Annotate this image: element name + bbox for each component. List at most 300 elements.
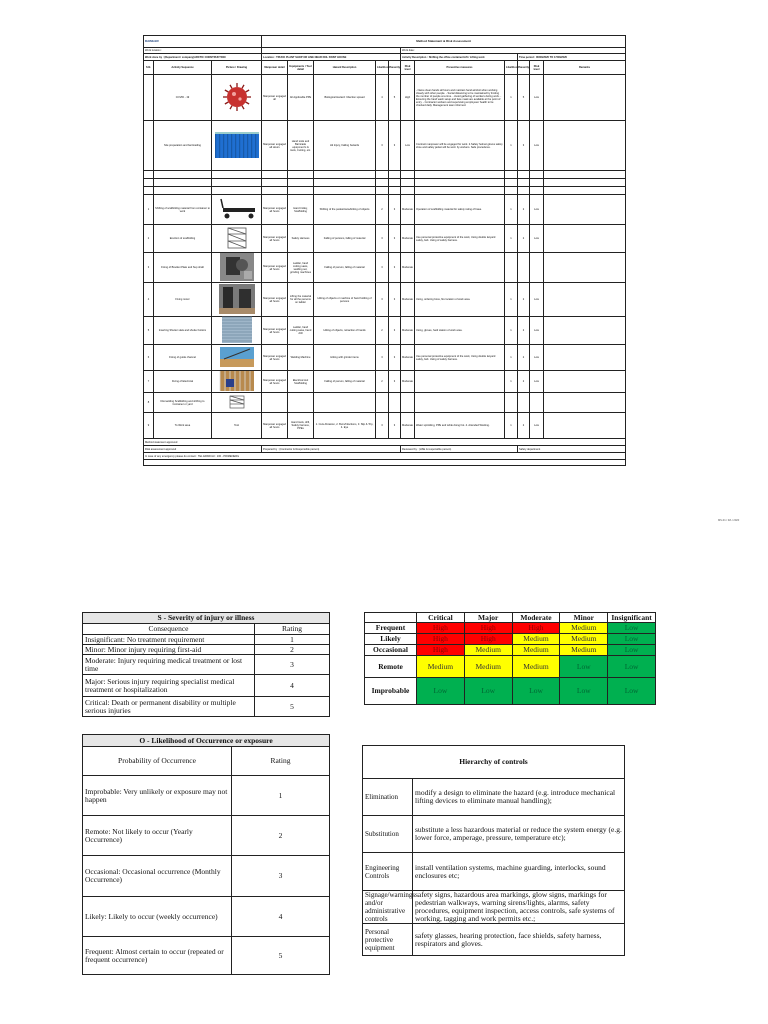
hierarchy-control: Substitution (363, 816, 413, 853)
row-hazard (314, 179, 376, 187)
sheet-col-header: Remarks (544, 61, 626, 75)
blank-footer-cell (144, 460, 626, 466)
row-likelihood-before (376, 393, 389, 413)
row-picture (212, 283, 262, 317)
row-hazard: Falling of persons, falling of material (314, 225, 376, 253)
row-manpower (262, 179, 288, 187)
row-activity: COVID - 19 (154, 75, 212, 121)
row-likelihood-after: 1 (505, 413, 518, 439)
risk-assessment-approved: Risk assessment approved (144, 446, 262, 453)
row-activity (154, 171, 212, 179)
row-equipment: All Applicable PPE (288, 75, 314, 121)
risk-row-label: Frequent (365, 623, 417, 634)
row-activity: Site preparation and barricading (154, 121, 212, 171)
severity-row (83, 697, 330, 717)
row-severity-before: 3 (389, 121, 401, 171)
reviewed-by: Reviewed by : (HSE & responsible person) (401, 446, 518, 453)
row-equipment (288, 393, 314, 413)
risk-cell: High (417, 623, 465, 634)
likelihood-row (83, 856, 330, 897)
row-risk-before (401, 171, 415, 179)
row-severity-before: 3 (389, 253, 401, 283)
row-preventive-measures (415, 253, 505, 283)
severity-consequence: Moderate: Injury requiring medical treatment or lost time (83, 655, 255, 675)
row-severity-before: 3 (389, 413, 401, 439)
row-severity-before: 3 (389, 283, 401, 317)
row-picture (212, 393, 262, 413)
hierarchy-title: Hierarchy of controls (363, 746, 625, 779)
row-risk-before: Moderate (401, 413, 415, 439)
row-manpower: Manpower engaged all (262, 75, 288, 121)
row-risk-before (401, 179, 415, 187)
row-sn (144, 121, 154, 171)
sheet-col-header: Activity Sequence (154, 61, 212, 75)
risk-cell: Medium (417, 656, 465, 678)
company-logo-cell (144, 36, 262, 48)
row-severity-before: 5 (389, 75, 401, 121)
row-sn: 6 (144, 345, 154, 371)
company-logo: DAIMLER (145, 39, 159, 43)
risk-cell: Low (608, 645, 656, 656)
likelihood-rating: 1 (232, 776, 330, 816)
row-equipment: Safety Harness (288, 225, 314, 253)
row-risk-after: Low (530, 75, 544, 121)
row-severity-before: 3 (389, 371, 401, 393)
row-picture (212, 121, 262, 171)
likelihood-title: O - Likelihood of Occurrence or exposure (83, 735, 330, 747)
activity-row (144, 171, 626, 179)
virus-picture (213, 82, 260, 113)
severity-rating: 3 (255, 655, 330, 675)
likelihood-probability: Likely: Likely to occur (weekly occurrence) (83, 897, 232, 937)
row-severity-after: 2 (518, 371, 530, 393)
row-likelihood-before: 2 (376, 371, 389, 393)
row-severity-after: 2 (518, 195, 530, 225)
row-likelihood-after (505, 187, 518, 195)
hierarchy-description: install ventilation systems, machine guarding, interlocks, sound enclosures etc; (413, 853, 625, 891)
row-risk-before (401, 187, 415, 195)
activity-description: Activity Description : Shifting the office container/Lift / Lifting work (401, 54, 518, 61)
row-picture (212, 413, 262, 439)
row-remarks (544, 317, 626, 345)
safety-department: Safety department (518, 446, 626, 453)
likelihood-rating: 2 (232, 816, 330, 856)
likelihood-probability: Occasional: Occasional occurrence (Monthly Occurrence) (83, 856, 232, 897)
sheet-header-row (144, 61, 626, 75)
row-preventive-measures: Using, gloves, hard station of work area. (415, 317, 505, 345)
risk-cell: Low (512, 678, 560, 705)
severity-rating: 5 (255, 697, 330, 717)
row-severity-after: 5 (518, 75, 530, 121)
row-likelihood-before: 3 (376, 253, 389, 283)
row-likelihood-before: 3 (376, 413, 389, 439)
row-likelihood-before (376, 187, 389, 195)
risk-cell: High (417, 645, 465, 656)
row-likelihood-after (505, 253, 518, 283)
row-remarks (544, 283, 626, 317)
row-risk-after: Low (530, 317, 544, 345)
risk-corner (365, 613, 417, 623)
sheet-footer-row (144, 439, 626, 446)
row-likelihood-after: 1 (505, 283, 518, 317)
risk-row-label: Improbable (365, 678, 417, 705)
container-picture (213, 130, 260, 161)
method-statement-approved: Method statement approved (144, 439, 626, 446)
activity-row (144, 121, 626, 171)
row-sn (144, 179, 154, 187)
likelihood-rating: 4 (232, 897, 330, 937)
row-picture (212, 187, 262, 195)
row-manpower: Manpower engaged all hours (262, 371, 288, 393)
severity-consequence: Minor: Minor injury requiring first-aid (83, 645, 255, 655)
row-severity-before (389, 179, 401, 187)
row-manpower: Manpower engaged all hours (262, 317, 288, 345)
risk-cell: Low (417, 678, 465, 705)
row-activity: Fixing motor (154, 283, 212, 317)
row-preventive-measures: Contract manpower will be engaged for work. 2.Safety helmet gloves safety shoe and safety jacket will be worn by workers. Safe procedures. (415, 121, 505, 171)
activity-row (144, 371, 626, 393)
row-remarks (544, 253, 626, 283)
trolley-picture (213, 198, 260, 221)
row-picture (212, 75, 262, 121)
likelihood-table (82, 734, 330, 975)
row-remarks (544, 187, 626, 195)
row-remarks (544, 345, 626, 371)
row-equipment: Hand trolley, Scaffolding (288, 195, 314, 225)
row-manpower: Manpower engaged all hours (262, 413, 288, 439)
row-likelihood-before (376, 179, 389, 187)
sheet-col-header: Manpower detail (262, 61, 288, 75)
row-equipment: Lifting the material for all the persons on ladder (288, 283, 314, 317)
row-severity-after: 2 (518, 345, 530, 371)
severity-consequence: Insignificant: No treatment requirement (83, 635, 255, 645)
risk-col-header: Insignificant (608, 613, 656, 623)
row-risk-after: Low (530, 345, 544, 371)
activity-row (144, 179, 626, 187)
row-severity-after (518, 179, 530, 187)
row-severity-after (518, 171, 530, 179)
row-activity: Erection of scaffolding (154, 225, 212, 253)
risk-col-header: Major (464, 613, 512, 623)
risk-cell: Medium (560, 623, 608, 634)
row-remarks (544, 195, 626, 225)
row-picture (212, 317, 262, 345)
risk-col-header: Moderate (512, 613, 560, 623)
row-manpower (262, 171, 288, 179)
row-remarks (544, 413, 626, 439)
row-sn: 9 (144, 413, 154, 439)
row-picture (212, 345, 262, 371)
ms-row-a: Work location : (144, 48, 262, 54)
row-likelihood-before: 4 (376, 75, 389, 121)
row-severity-before (389, 187, 401, 195)
row-manpower: Manpower engaged all hours (262, 345, 288, 371)
row-risk-after: Low (530, 413, 544, 439)
row-equipment: Ladder, hand cutting saws, welding set, grinding machines (288, 253, 314, 283)
risk-cell: Low (608, 634, 656, 645)
risk-cell: High (512, 623, 560, 634)
row-likelihood-after: 1 (505, 317, 518, 345)
likelihood-rating: 3 (232, 856, 330, 897)
row-sn: 2 (144, 225, 154, 253)
risk-cell: Medium (512, 656, 560, 678)
scaffold-picture (213, 227, 260, 250)
row-likelihood-before: 2 (376, 195, 389, 225)
prepared-by: Prepared by : (Contractor & Responsible person) (262, 446, 401, 453)
sheet-footer-row (144, 460, 626, 466)
row-sn: 7 (144, 371, 154, 393)
row-likelihood-after: 1 (505, 225, 518, 253)
risk-row (365, 656, 656, 678)
row-remarks (544, 121, 626, 171)
row-risk-before: High (401, 75, 415, 121)
row-severity-after (518, 393, 530, 413)
emergency-contact: In case of any emergency please do contact : TEL EPARCHI : 100 - PRIMENERG (144, 453, 626, 460)
row-preventive-measures (415, 187, 505, 195)
sheet-table (143, 35, 626, 466)
row-equipment (288, 187, 314, 195)
severity-col-consequence: Consequence (83, 624, 255, 635)
row-severity-before: 3 (389, 345, 401, 371)
risk-row (365, 678, 656, 705)
row-severity-before: 3 (389, 225, 401, 253)
row-picture (212, 253, 262, 283)
sheet-col-header: Severity (518, 61, 530, 75)
row-preventive-measures: Use personal protective equipment of the work, Using double lanyard safety, belt. Using of safety harness. (415, 345, 505, 371)
risk-cell: Low (608, 656, 656, 678)
risk-col-header: Critical (417, 613, 465, 623)
row-severity-after: 2 (518, 283, 530, 317)
work-done-by: Work done by : (Department / company)ARCTIC CONSTRUCTION (144, 54, 262, 61)
risk-cell: Medium (560, 634, 608, 645)
row-likelihood-before: 3 (376, 225, 389, 253)
row-sn (144, 75, 154, 121)
row-risk-after: Low (530, 195, 544, 225)
sheet-footer-row (144, 446, 626, 453)
row-hazard (314, 187, 376, 195)
activity-row (144, 225, 626, 253)
row-risk-after (530, 393, 544, 413)
hierarchy-row (363, 891, 625, 924)
scaffold2-picture (213, 395, 260, 410)
row-preventive-measures (415, 179, 505, 187)
row-equipment: Hand tools, drill, Safety harness, PPEs (288, 413, 314, 439)
risk-col-header: Minor (560, 613, 608, 623)
row-likelihood-before: 3 (376, 283, 389, 317)
row-manpower (262, 393, 288, 413)
risk-cell: Low (608, 678, 656, 705)
picture-caption: Tool (234, 424, 239, 427)
row-risk-before: Moderate (401, 345, 415, 371)
risk-cell: Low (608, 623, 656, 634)
row-sn (144, 171, 154, 179)
row-severity-before: 3 (389, 317, 401, 345)
row-risk-before: Moderate (401, 195, 415, 225)
risk-cell: Medium (512, 634, 560, 645)
row-activity: To Work area (154, 413, 212, 439)
risk-cell: High (464, 634, 512, 645)
row-manpower: Manpower engaged all hours (262, 253, 288, 283)
sheet-footer-row (144, 453, 626, 460)
severity-rating: 4 (255, 675, 330, 697)
row-picture (212, 195, 262, 225)
row-activity: Dismantling Scaffolding and shifting to Container or yard (154, 393, 212, 413)
likelihood-col-rating: Rating (232, 747, 330, 776)
row-sn (144, 187, 154, 195)
risk-cell: Low (464, 678, 512, 705)
hierarchy-row (363, 924, 625, 956)
risk-row-label: Remote (365, 656, 417, 678)
row-remarks (544, 225, 626, 253)
hierarchy-description: substitute a less hazardous material or reduce the system energy (e.g. lower force, amperage, pressure, temperature etc); (413, 816, 625, 853)
row-equipment: Welding Machine (288, 345, 314, 371)
risk-row (365, 645, 656, 656)
row-severity-before (389, 171, 401, 179)
row-likelihood-after: 1 (505, 75, 518, 121)
sheet-col-header: S.N. (144, 61, 154, 75)
row-hazard: Falling of person, falling of material (314, 371, 376, 393)
likelihood-rating: 5 (232, 937, 330, 975)
row-likelihood-before: 3 (376, 345, 389, 371)
activity-row (144, 393, 626, 413)
row-activity: Shifting of scaffolding material from container to work (154, 195, 212, 225)
row-severity-after: 2 (518, 225, 530, 253)
row-severity-before (389, 393, 401, 413)
row-picture (212, 225, 262, 253)
row-activity: Inserting Shutter slats and shutter bottom (154, 317, 212, 345)
machine-picture (213, 253, 260, 282)
hierarchy-control: Elimination (363, 779, 413, 816)
hierarchy-control: Personal protective equipment (363, 924, 413, 956)
likelihood-col-probability: Probability of Occurrence (83, 747, 232, 776)
row-hazard (314, 393, 376, 413)
work-location: Location : TRUCK PLANT SHOP OR LINE NEAR DOL PAINT HOUSE (262, 54, 401, 61)
severity-col-rating: Rating (255, 624, 330, 635)
row-remarks (544, 371, 626, 393)
row-hazard: Hitting of objects or machine of hand holding of persons (314, 283, 376, 317)
row-likelihood-before (376, 171, 389, 179)
severity-row (83, 675, 330, 697)
row-risk-before: Moderate (401, 371, 415, 393)
row-severity-after (518, 187, 530, 195)
row-sn: 8 (144, 393, 154, 413)
row-hazard (314, 171, 376, 179)
risk-cell: High (417, 634, 465, 645)
activity-row (144, 317, 626, 345)
row-risk-after: Low (530, 225, 544, 253)
row-preventive-measures: Operation of scaffolding material for safety rating of base. (415, 195, 505, 225)
page-code: MS-01 / RA / 2020 (718, 519, 740, 522)
likelihood-row (83, 937, 330, 975)
method-statement-sheet (143, 35, 625, 520)
row-picture (212, 179, 262, 187)
row-preventive-measures: Water sprinkling, PPE and while doing hot. 4. Attended Working. (415, 413, 505, 439)
severity-row (83, 645, 330, 655)
severity-rating: 1 (255, 635, 330, 645)
row-sn: 1 (144, 195, 154, 225)
sheet-col-header: Likelihood (376, 61, 389, 75)
row-activity: Fixing of guide channel (154, 345, 212, 371)
ceiling-picture (213, 371, 260, 392)
row-preventive-measures: Using, ordering boss, fire location of work area. (415, 283, 505, 317)
hierarchy-control: Signage/warnings and/or administrative controls (363, 891, 413, 924)
likelihood-row (83, 776, 330, 816)
row-sn: 5 (144, 317, 154, 345)
sheet-col-header: Hazard Description (314, 61, 376, 75)
row-hazard: Falling of person, falling of material (314, 253, 376, 283)
row-equipment (288, 179, 314, 187)
row-hazard: Shifting of the pedestrians/Hitting of objects (314, 195, 376, 225)
row-hazard: 1. Cuts Abrasion, 2. Burn/Infections, 3. Slip & Trip, 4. Eye (314, 413, 376, 439)
row-risk-after: Low (530, 371, 544, 393)
row-activity (154, 187, 212, 195)
row-remarks (544, 393, 626, 413)
row-risk-before: Moderate (401, 225, 415, 253)
row-equipment: Ladder, hand cutting saws, hand drill (288, 317, 314, 345)
row-equipment: Hand tools and Barricade equipment's & tools, Cutting, etc. (288, 121, 314, 171)
row-preventive-measures (415, 371, 505, 393)
row-severity-after: 2 (518, 317, 530, 345)
risk-cell: Medium (560, 645, 608, 656)
row-risk-after: Low (530, 283, 544, 317)
risk-cell: High (464, 623, 512, 634)
time-period: Time period : 06/03/2020 TO 17/03/2020 (518, 54, 626, 61)
row-risk-after (530, 253, 544, 283)
row-risk-before: Moderate (401, 317, 415, 345)
row-risk-before: Moderate (401, 283, 415, 317)
row-risk-before: Moderate (401, 253, 415, 283)
row-sn: 4 (144, 283, 154, 317)
sheet-col-header: Risk level (401, 61, 415, 75)
row-risk-after: Low (530, 121, 544, 171)
row-risk-before (401, 393, 415, 413)
row-preventive-measures: - Name clean hands all hours and maintain hand alcohol when working closely with other people. - Social distancing to be maintained by limiting the number of people at a time. - Avoid gathering of workers during work. - Ensuring the hand wash setup and face mask are available at the point of entry. - Contractor workers and supervising employees' health to be checked daily. Management team informed. (415, 75, 505, 121)
row-manpower (262, 187, 288, 195)
sheet-col-header: Picture / Drawing (212, 61, 262, 75)
row-manpower: Manpower engaged all hours (262, 225, 288, 253)
risk-row-label: Occasional (365, 645, 417, 656)
row-likelihood-after (505, 171, 518, 179)
row-likelihood-after (505, 393, 518, 413)
row-remarks (544, 75, 626, 121)
row-likelihood-after: 1 (505, 345, 518, 371)
row-risk-after (530, 179, 544, 187)
row-manpower: Manpower engaged all Hours (262, 121, 288, 171)
row-severity-after: 3 (518, 121, 530, 171)
row-likelihood-after (505, 179, 518, 187)
motor-picture (213, 284, 260, 315)
guide-picture (213, 347, 260, 368)
row-hazard: Hit Injury, Falling hazards (314, 121, 376, 171)
hierarchy-row (363, 853, 625, 891)
row-likelihood-before: 2 (376, 317, 389, 345)
row-severity-after (518, 253, 530, 283)
row-likelihood-after: 1 (505, 121, 518, 171)
hierarchy-description: safety glasses, hearing protection, face shields, safety harness, respirators and gloves. (413, 924, 625, 956)
row-risk-after (530, 187, 544, 195)
sheet-col-header: Risk level (530, 61, 544, 75)
row-preventive-measures (415, 393, 505, 413)
row-equipment (288, 171, 314, 179)
row-risk-after (530, 171, 544, 179)
activity-row (144, 195, 626, 225)
risk-row (365, 623, 656, 634)
hierarchy-control: Engineering Controls (363, 853, 413, 891)
risk-row-label: Likely (365, 634, 417, 645)
activity-row (144, 283, 626, 317)
sheet-col-header: Equipments / Tool detail (288, 61, 314, 75)
hierarchy-row (363, 816, 625, 853)
